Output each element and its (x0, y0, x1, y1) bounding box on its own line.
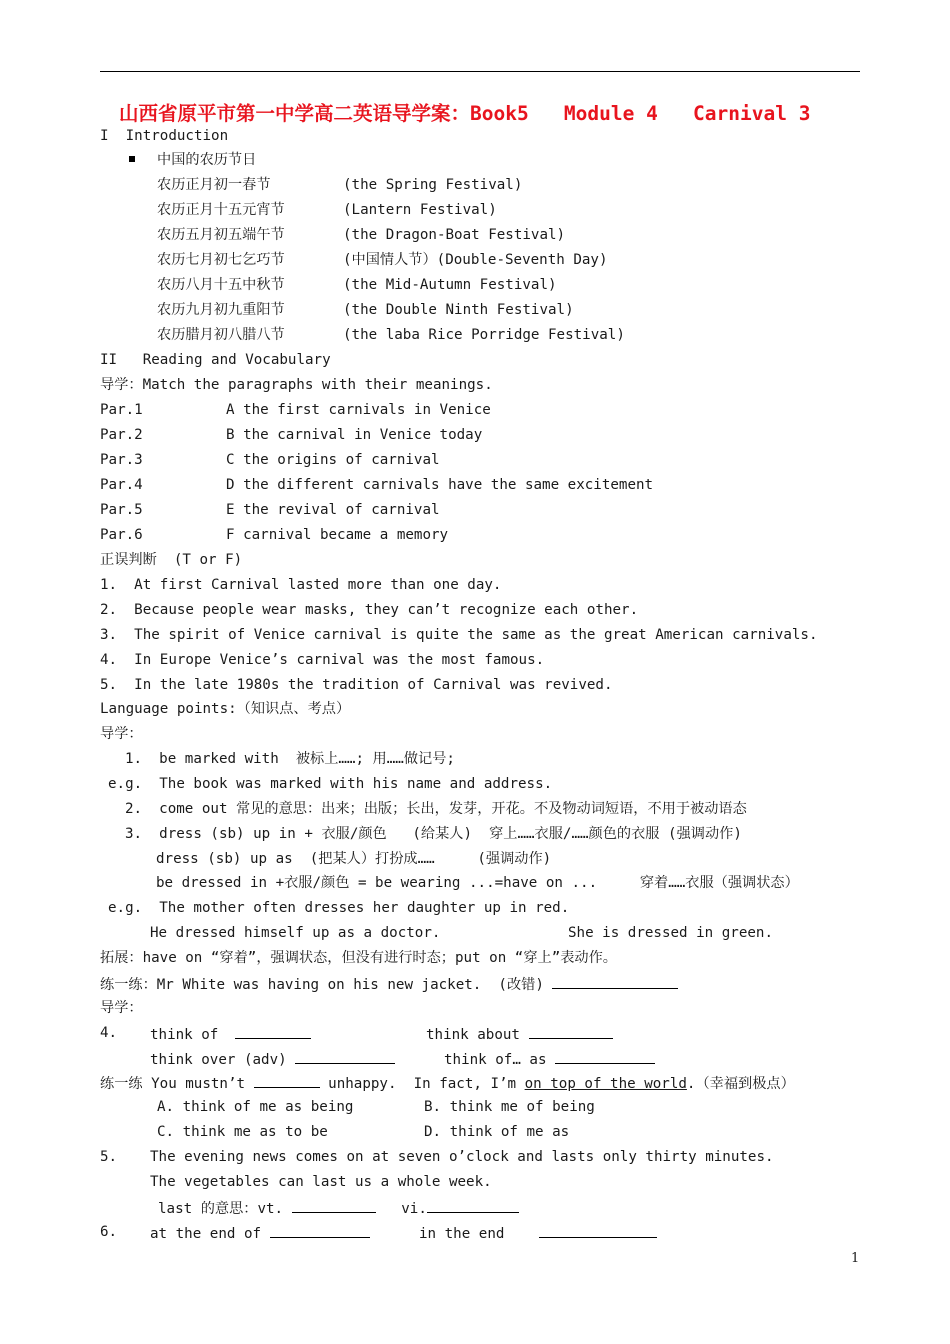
point-4a (150, 1024, 311, 1044)
practice-2-text-2: unhappy. In fact, I’m (328, 1076, 517, 1092)
tf-heading: 正误判断 (T or F) (100, 552, 243, 568)
point-3c: be dressed in +衣服/颜色 = be wearing ...=have on ... 穿着……衣服（强调状态） (156, 875, 799, 891)
point-3a: 3. dress (sb) up in + 衣服/颜色 (给某人) 穿上……衣服/……颜色的衣服 (强调动作) (125, 826, 742, 842)
point-5-sentence-1: The evening news comes on at seven o’clock and lasts only thirty minutes. (150, 1149, 774, 1165)
point-5-meaning-text: last 的意思：vt. (158, 1201, 284, 1217)
paragraph-meaning: B the carnival in Venice today (226, 427, 483, 443)
point-4-number: 4. (100, 1025, 118, 1041)
paragraph-label: Par.6 (100, 527, 143, 543)
section-1-heading: I Introduction (100, 128, 229, 144)
tf-statement: 5. In the late 1980s the tradition of Carnival was revived. (100, 677, 613, 693)
paragraph-meaning: C the origins of carnival (226, 452, 440, 468)
option-a[interactable]: A. think of me as being (157, 1099, 354, 1115)
paragraph-meaning: D the different carnivals have the same excitement (226, 477, 654, 493)
festival-cn: 农历八月十五中秋节 (157, 277, 285, 293)
point-4c (150, 1049, 395, 1069)
festival-en: (Lantern Festival) (343, 202, 497, 218)
point-5-number: 5. (100, 1149, 118, 1165)
paragraph-meaning: A the first carnivals in Venice (226, 402, 491, 418)
tf-statement: 3. The spirit of Venice carnival is quite the same as the great American carnivals. (100, 627, 818, 643)
festival-en: (the laba Rice Porridge Festival) (343, 327, 625, 343)
festival-cn: 农历九月初九重阳节 (157, 302, 285, 318)
point-1-example: e.g. The book was marked with his name and address. (108, 776, 553, 792)
point-6b-text: in the end (419, 1226, 505, 1242)
answer-blank[interactable] (270, 1223, 370, 1238)
point-5-meaning (158, 1198, 519, 1218)
extension-note: 拓展：have on “穿着”，强调状态，但没有进行时态；put on “穿上”表动作。 (100, 950, 617, 966)
page-number: 1 (851, 1251, 860, 1266)
point-4b-text: think about (426, 1027, 520, 1043)
festival-en: (the Double Ninth Festival) (343, 302, 574, 318)
festival-cn: 农历正月初一春节 (157, 177, 271, 193)
point-4a-text: think of (150, 1027, 219, 1043)
answer-blank[interactable] (295, 1049, 395, 1064)
paragraph-label: Par.1 (100, 402, 143, 418)
answer-blank[interactable] (555, 1049, 655, 1064)
festival-cn: 农历正月十五元宵节 (157, 202, 285, 218)
paragraph-label: Par.2 (100, 427, 143, 443)
point-4b (426, 1024, 613, 1044)
tf-statement: 2. Because people wear masks, they can’t recognize each other. (100, 602, 639, 618)
option-b[interactable]: B. think me of being (424, 1099, 595, 1115)
point-1: 1. be marked with 被标上……; 用……做记号; (125, 751, 455, 767)
language-points-heading: Language points:（知识点、考点） (100, 701, 351, 717)
answer-blank[interactable] (539, 1223, 657, 1238)
answer-blank[interactable] (254, 1073, 320, 1088)
festival-en: (the Dragon-Boat Festival) (343, 227, 566, 243)
paragraph-label: Par.3 (100, 452, 143, 468)
answer-blank[interactable] (427, 1198, 519, 1213)
guide-label: 导学： (100, 1000, 143, 1016)
festival-en: (the Mid-Autumn Festival) (343, 277, 557, 293)
festival-en: (the Spring Festival) (343, 177, 523, 193)
tf-statement: 1. At first Carnival lasted more than one day. (100, 577, 502, 593)
option-c[interactable]: C. think me as to be (157, 1124, 328, 1140)
paragraph-label: Par.4 (100, 477, 143, 493)
tf-statement: 4. In Europe Venice’s carnival was the most famous. (100, 652, 545, 668)
point-4c-text: think over (adv) (150, 1052, 287, 1068)
paragraph-label: Par.5 (100, 502, 143, 518)
answer-blank[interactable] (529, 1024, 613, 1039)
paragraph-meaning: E the revival of carnival (226, 502, 440, 518)
practice-2-text: 练一练 You mustn’t (100, 1076, 246, 1092)
practice-2 (100, 1073, 795, 1093)
point-3-example-3: She is dressed in green. (568, 925, 773, 941)
section-2-heading: II Reading and Vocabulary (100, 352, 331, 368)
festival-cn: 农历腊月初八腊八节 (157, 327, 285, 343)
answer-blank[interactable] (292, 1198, 376, 1213)
point-3b: dress (sb) up as (把某人）打扮成…… (强调动作) (156, 851, 552, 867)
point-2: 2. come out 常见的意思：出来；出版；长出，发芽，开花。不及物动词短语，不用于被动语态 (125, 801, 747, 817)
practice-1-text: 练一练：Mr White was having on his new jacket. (改错) (100, 977, 544, 993)
point-6a-text: at the end of (150, 1226, 262, 1242)
document-title: 山西省原平市第一中学高二英语导学案：Book5 Module 4 Carnival 3 (119, 102, 811, 125)
festival-en: (中国情人节）(Double-Seventh Day) (343, 252, 608, 268)
point-5-sentence-2: The vegetables can last us a whole week. (150, 1174, 492, 1190)
point-3-example-2: He dressed himself up as a doctor. (150, 925, 441, 941)
point-6b (419, 1223, 657, 1243)
point-5-vi: vi. (401, 1201, 427, 1217)
header-rule (100, 71, 860, 72)
guide-text: 导学：Match the paragraphs with their meanings. (100, 377, 493, 393)
practice-1 (100, 974, 678, 994)
paragraph-meaning: F carnival became a memory (226, 527, 449, 543)
point-6a (150, 1223, 370, 1243)
point-4d-text: think of… as (444, 1052, 547, 1068)
bullet-text: 中国的农历节日 (157, 152, 257, 168)
option-d[interactable]: D. think of me as (424, 1124, 570, 1140)
answer-blank[interactable] (552, 974, 678, 989)
answer-blank[interactable] (235, 1024, 311, 1039)
point-6-number: 6. (100, 1224, 118, 1240)
point-4d (444, 1049, 655, 1069)
festival-cn: 农历七月初七乞巧节 (157, 252, 285, 268)
point-3-example-1: e.g. The mother often dresses her daughter up in red. (108, 900, 570, 916)
festival-cn: 农历五月初五端午节 (157, 227, 285, 243)
underlined-phrase: on top of the world (524, 1076, 687, 1092)
guide-label: 导学： (100, 726, 143, 742)
bullet-icon (129, 156, 135, 162)
practice-2-note: .（幸福到极点） (686, 1076, 795, 1092)
